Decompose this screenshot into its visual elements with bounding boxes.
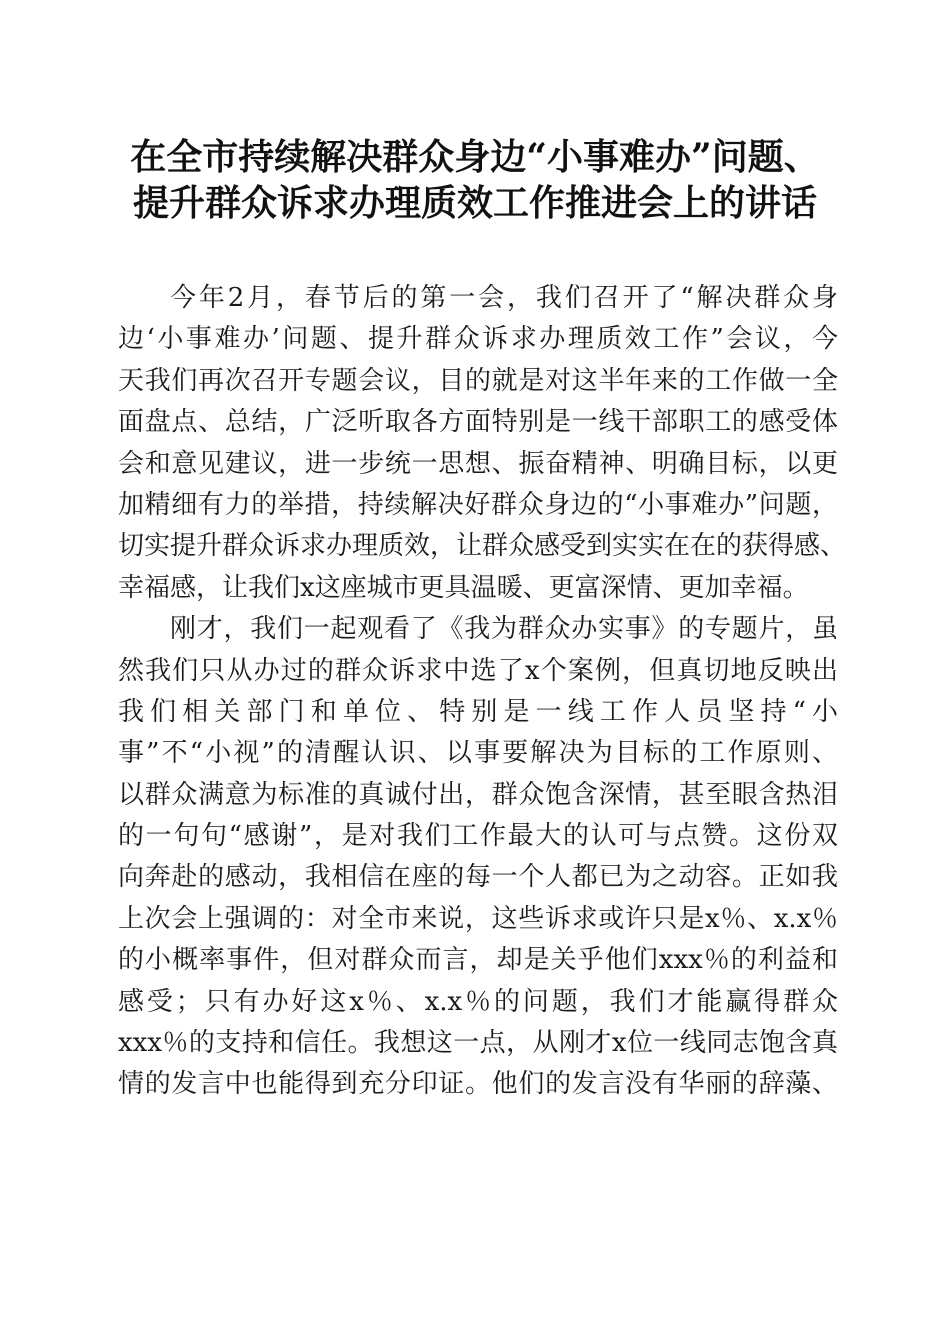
paragraph-1-line: 天我们再次召开专题会议，目的就是对这半年来的工作做一全 bbox=[118, 365, 838, 396]
paragraph-2-line: 然我们只从办过的群众诉求中选了x个案例，但真切地反映出 bbox=[118, 655, 838, 686]
paragraph-2-line: 以群众满意为标准的真诚付出，群众饱含深情，甚至眼含热泪 bbox=[118, 779, 838, 810]
paragraph-1-line: 今年2月，春节后的第一会，我们召开了“解决群众身 bbox=[170, 283, 838, 313]
paragraph-1-line: 边‘小事难办’问题、提升群众诉求办理质效工作”会议，今 bbox=[118, 324, 838, 355]
paragraph-2-line: 刚才，我们一起观看了《我为群众办实事》的专题片，虽 bbox=[170, 614, 838, 645]
document-body bbox=[118, 278, 847, 1106]
paragraph-2-line: xxx％的支持和信任。我想这一点，从刚才x位一线同志饱含真 bbox=[118, 1028, 838, 1059]
paragraph-2-line: 上次会上强调的：对全市来说，这些诉求或许只是x％、x.x％ bbox=[118, 903, 838, 934]
paragraph-2-line: 感受；只有办好这x％、x.x％的问题，我们才能赢得群众 bbox=[118, 986, 838, 1017]
paragraph-2-line: 我们相关部门和单位、特别是一线工作人员坚持“小 bbox=[118, 696, 838, 727]
paragraph-2-line: 情的发言中也能得到充分印证。他们的发言没有华丽的辞藻、 bbox=[118, 1069, 838, 1100]
title-line: 在全市持续解决群众身边“小事难办”问题、 bbox=[130, 136, 820, 178]
paragraph-1-line: 会和意见建议，进一步统一思想、振奋精神、明确目标，以更 bbox=[118, 448, 838, 479]
paragraph-2-line: 向奔赴的感动，我相信在座的每一个人都已为之动容。正如我 bbox=[118, 862, 838, 893]
paragraph-1-line: 面盘点、总结，广泛听取各方面特别是一线干部职工的感受体 bbox=[118, 407, 838, 438]
paragraph-2-line: 的小概率事件，但对群众而言，却是关乎他们xxx％的利益和 bbox=[118, 945, 838, 976]
title-line: 提升群众诉求办理质效工作推进会上的讲话 bbox=[132, 182, 817, 224]
paragraph-1-line: 幸福感，让我们x这座城市更具温暖、更富深情、更加幸福。 bbox=[118, 572, 809, 603]
document-title bbox=[60, 134, 890, 226]
paragraph-1-line: 加精细有力的举措，持续解决好群众身边的“小事难办”问题， bbox=[118, 489, 838, 520]
paragraph-2-line: 事”不“小视”的清醒认识、以事要解决为目标的工作原则、 bbox=[118, 738, 838, 769]
paragraph-2-line: 的一句句“感谢”，是对我们工作最大的认可与点赞。这份双 bbox=[118, 821, 838, 852]
paragraph-1-line: 切实提升群众诉求办理质效，让群众感受到实实在在的获得感、 bbox=[118, 531, 847, 562]
